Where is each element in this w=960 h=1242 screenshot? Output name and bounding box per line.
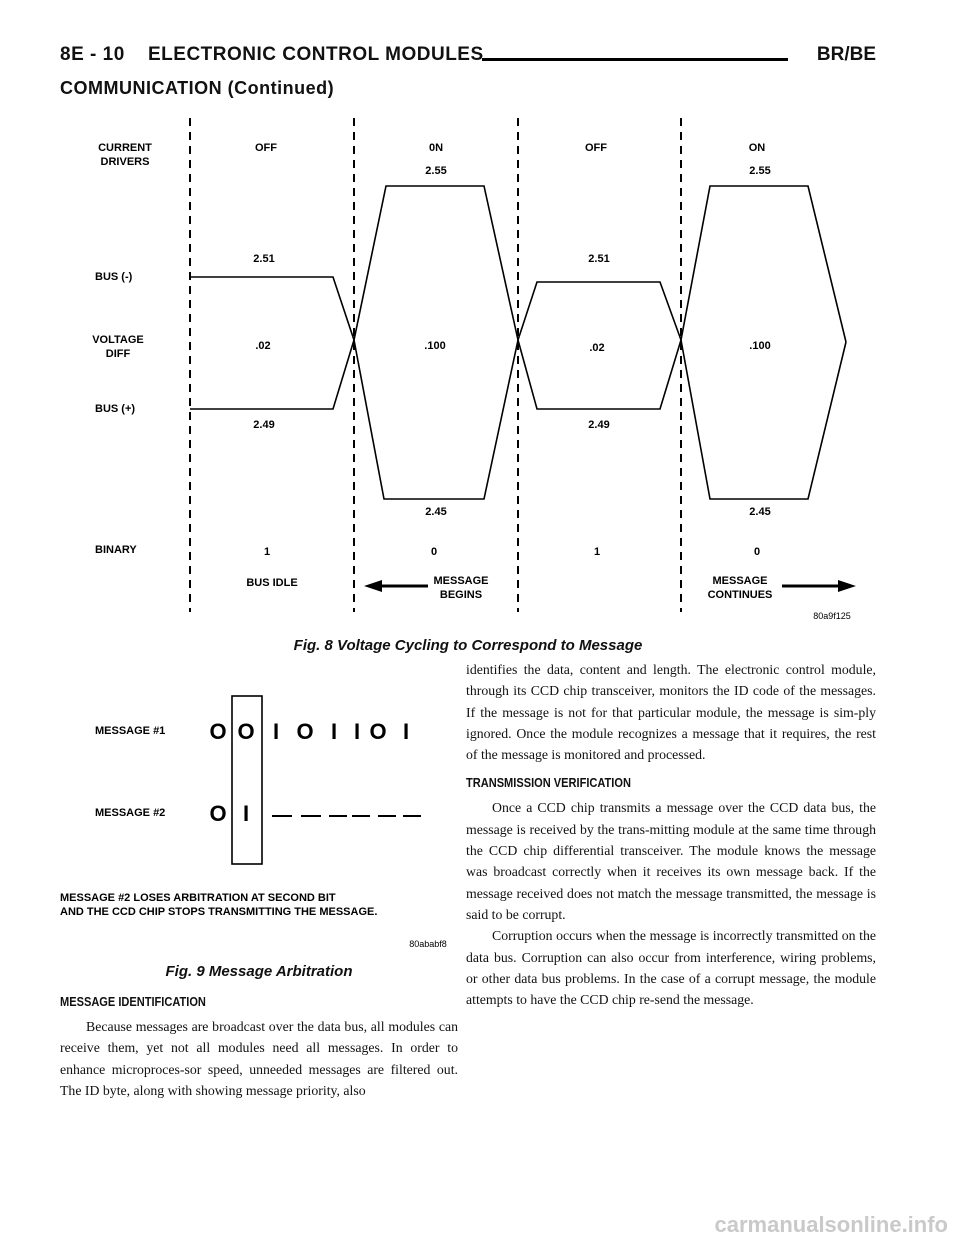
transmission-paragraph-1: Once a CCD chip transmits a message over the CCD data bus, the message is received by the trans-mitting module at the same time through the CCD chip differential transceiver. The module knows the message was broadcast correctly when it receives its own message back. If the message received does not match the message transmitted, the message is said to be corrupt.: [466, 800, 876, 922]
voltage-diff-3: .02: [589, 342, 605, 354]
model-code: BR/BE: [816, 44, 876, 65]
transmission-verification-heading: TRANSMISSION VERIFICATION: [466, 775, 631, 791]
message1-bit-1: O: [209, 719, 227, 744]
right-column: [466, 659, 876, 1010]
driver-state-1: OFF: [255, 142, 277, 154]
message2-label: MESSAGE #2: [95, 807, 166, 819]
message2-bit-2: I: [242, 801, 250, 826]
label-bus-plus: BUS (+): [95, 403, 136, 415]
arbitration-note-2: AND THE CCD CHIP STOPS TRANSMITTING THE MESSAGE.: [60, 906, 378, 918]
binary-value-2: 0: [430, 546, 438, 558]
transmission-paragraph-2: Corruption occurs when the message is incorrectly transmitted on the data bus. Corruption can also occur from interference, wiring problems, or other data bus problems. In the case of a corrupt message, the module attempts to have the CCD chip re-send the message.: [466, 928, 876, 1008]
fig8-caption: Fig. 8 Voltage Cycling to Correspond to Message: [293, 637, 643, 654]
binary-value-3: 1: [593, 546, 601, 558]
driver-state-3: OFF: [585, 142, 607, 154]
bus-plus-value-4: 2.45: [749, 506, 771, 518]
message-begins-2: BEGINS: [439, 589, 483, 601]
driver-state-4: ON: [748, 142, 766, 154]
message-begins-1: MESSAGE: [433, 575, 489, 587]
id-continued-paragraph: identifies the data, content and length. The electronic control module, through its CCD chip transceiver, monitors the ID code of the messages. If the message is not for that particular module, the message is sim-ply ignored. Once the module recognizes a message that it requires, the rest of the message is monitored and processed.: [466, 662, 876, 763]
watermark: carmanualsonline.info: [714, 1212, 948, 1237]
bus-minus-value-4: 2.55: [749, 165, 771, 177]
voltage-diff-4: .100: [749, 340, 771, 352]
bus-minus-value-1: 2.51: [253, 253, 275, 265]
message-identification-heading: MESSAGE IDENTIFICATION: [60, 994, 206, 1009]
message1-bit-5: I: [330, 719, 338, 744]
binary-value-1: 1: [263, 546, 271, 558]
message-continues-arrowhead: [838, 580, 856, 592]
page-number: 8E - 10: [60, 44, 125, 65]
bus-plus-value-2: 2.45: [425, 506, 447, 518]
section-title: ELECTRONIC CONTROL MODULES: [148, 44, 484, 65]
message2-bit-1: O: [209, 801, 227, 826]
message-continues-2: CONTINUES: [707, 589, 773, 601]
message1-label: MESSAGE #1: [95, 725, 166, 737]
arbitration-note-1: MESSAGE #2 LOSES ARBITRATION AT SECOND BIT: [60, 892, 336, 904]
voltage-diff-1: .02: [255, 340, 271, 352]
message-identification-paragraph: Because messages are broadcast over the data bus, all modules can receive them, yet not all modules need all messages. In order to enhance microproces-sor speed, unneeded messages are filtered out. The ID byte, along with showing message priority, also: [60, 1019, 458, 1098]
label-bus-minus: BUS (-): [95, 271, 133, 283]
message-continues-1: MESSAGE: [712, 575, 768, 587]
binary-value-4: 0: [753, 546, 761, 558]
fig9-caption: Fig. 9 Message Arbitration: [165, 963, 353, 980]
message1-bit-2: O: [237, 719, 255, 744]
label-voltage: VOLTAGE: [92, 334, 144, 346]
message1-bit-7: O: [369, 719, 387, 744]
left-column: [60, 988, 458, 1101]
fig9-diagram: [0, 660, 460, 960]
driver-state-2: 0N: [428, 142, 444, 154]
subheading: COMMUNICATION (Continued): [60, 78, 335, 98]
message1-bit-3: I: [272, 719, 280, 744]
message-begins-arrowhead: [364, 580, 382, 592]
phase-dividers: [190, 118, 681, 612]
voltage-diff-2: .100: [424, 340, 446, 352]
bus-plus-value-1: 2.49: [253, 419, 275, 431]
message1-bit-6: I: [353, 719, 361, 744]
message1-bit-4: O: [296, 719, 314, 744]
label-binary: BINARY: [95, 544, 137, 556]
bus-plus-value-3: 2.49: [588, 419, 610, 431]
fig9-id: 80ababf8: [409, 939, 447, 949]
label-diff: DIFF: [105, 348, 131, 360]
bus-idle-label: BUS IDLE: [246, 577, 298, 589]
bus-minus-value-2: 2.55: [425, 165, 447, 177]
bus-minus-value-3: 2.51: [588, 253, 610, 265]
fig8-id: 80a9f125: [813, 611, 851, 621]
message1-bit-8: I: [402, 719, 410, 744]
label-drivers: DRIVERS: [100, 156, 150, 168]
label-current: CURRENT: [98, 142, 152, 154]
